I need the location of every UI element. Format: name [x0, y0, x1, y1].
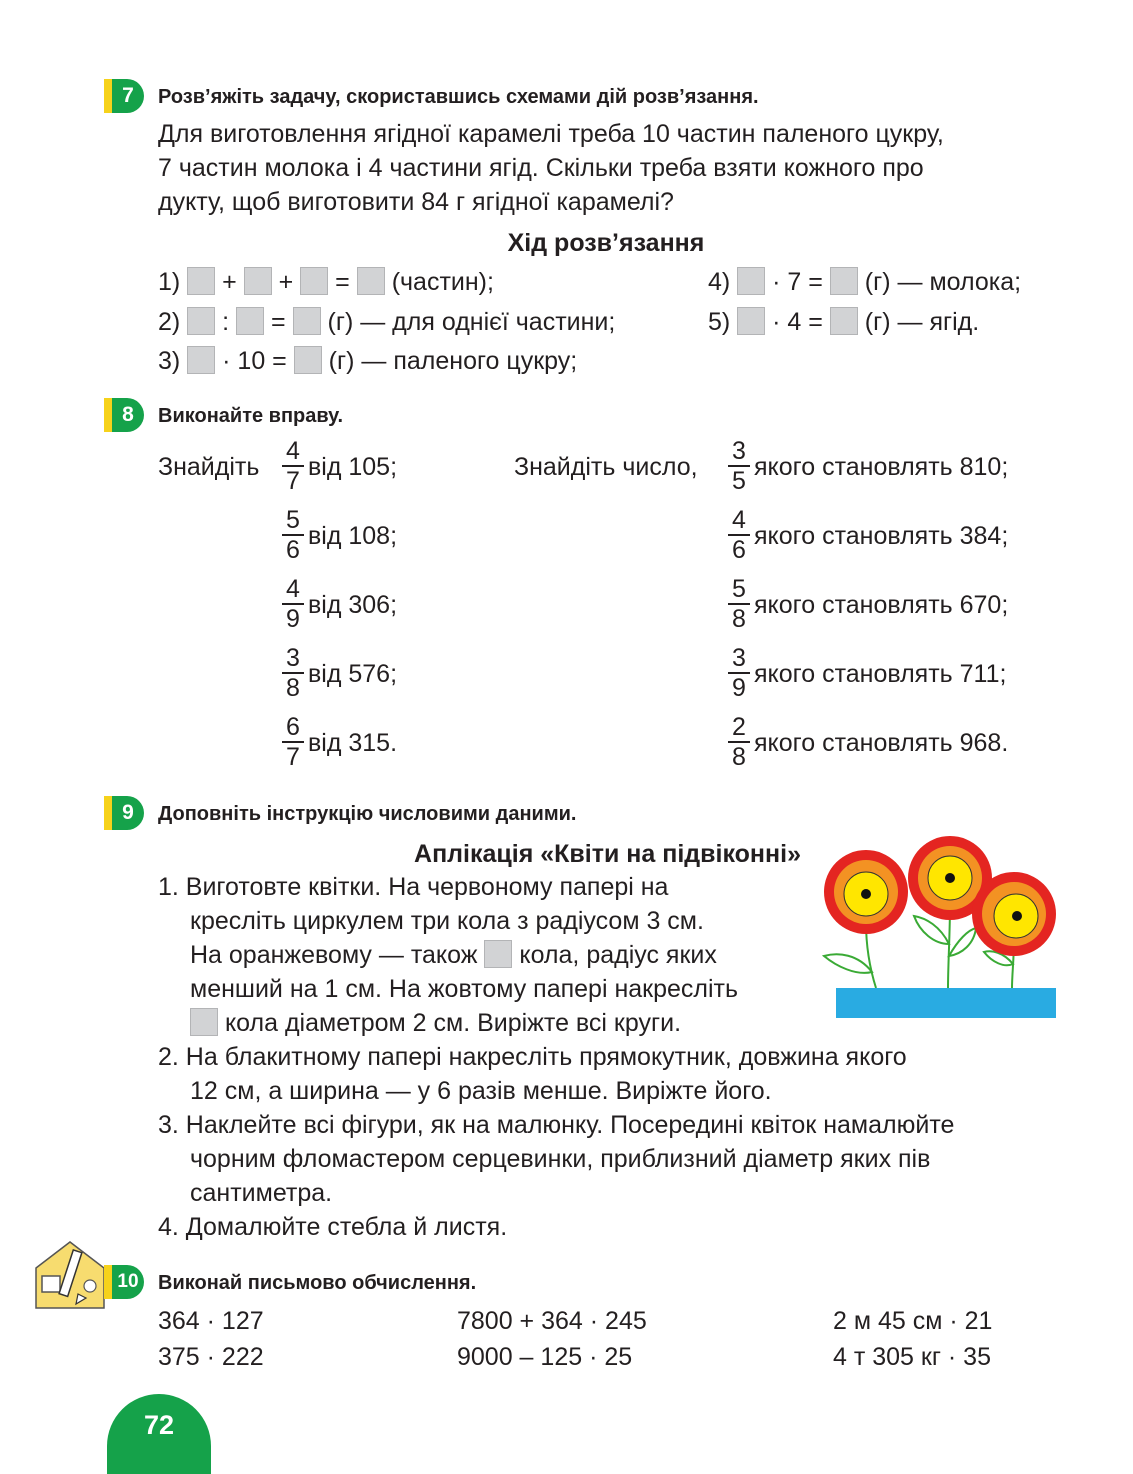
fraction: 4 9: [282, 576, 304, 632]
answer-box[interactable]: [357, 267, 385, 295]
fraction: 3 8: [282, 645, 304, 701]
fraction: 6 7: [282, 714, 304, 770]
fraction-text: від 576;: [308, 660, 398, 688]
task-7-problem-line-3: дукту, щоб виготовити 84 г ягідної карамелі?: [158, 188, 674, 216]
fraction: 2 8: [728, 714, 750, 770]
calc-item: 2 м 45 см · 21: [833, 1307, 993, 1335]
fraction-text: від 306;: [308, 591, 398, 619]
task-10-instruction: Виконай письмово обчислення.: [158, 1272, 477, 1294]
task-9-badge: 9: [104, 796, 144, 830]
applique-title: Аплікація «Квіти на підвіконні»: [414, 840, 801, 868]
answer-box[interactable]: [187, 267, 215, 295]
calc-item: 364 · 127: [158, 1307, 264, 1335]
fraction-text: якого становлять 670;: [754, 591, 1009, 619]
fraction-text: якого становлять 711;: [754, 660, 1007, 688]
item1-line5: кола діаметром 2 см. Виріжте всі круги.: [190, 1006, 681, 1040]
item1-line1: 1. Виготовте квітки. На червоному папері на: [158, 873, 669, 901]
item1-line4: менший на 1 см. На жовтому папері накресліть: [190, 975, 739, 1003]
calc-item: 375 · 222: [158, 1343, 264, 1371]
task-8-badge: 8: [104, 398, 144, 432]
fraction: 4 6: [728, 507, 750, 563]
page-number: 72: [107, 1394, 211, 1474]
task-10-badge: 10: [104, 1265, 144, 1299]
answer-box[interactable]: [294, 346, 322, 374]
fraction: 5 6: [282, 507, 304, 563]
answer-box[interactable]: [236, 307, 264, 335]
flower-right: [972, 872, 1056, 956]
task-7-problem-line-2: 7 частин молока і 4 частини ягід. Скільки треба взяти кожного про: [158, 154, 924, 182]
answer-box[interactable]: [300, 267, 328, 295]
item3-line2: чорним фломастером серцевинки, приблизний діаметр яких пів: [190, 1145, 931, 1173]
calc-item: 4 т 305 кг · 35: [833, 1343, 991, 1371]
right-lead: Знайдіть число,: [514, 453, 698, 481]
answer-box[interactable]: [244, 267, 272, 295]
item4: 4. Домалюйте стебла й листя.: [158, 1213, 508, 1241]
fraction-text: якого становлять 810;: [754, 453, 1009, 481]
task-7-badge: 7: [104, 79, 144, 113]
flowers-illustration: [818, 834, 1060, 1024]
answer-box[interactable]: [293, 307, 321, 335]
flower-left: [824, 850, 908, 934]
fraction: 3 9: [728, 645, 750, 701]
step-3: 3) · 10 = (г) — паленого цукру;: [158, 347, 578, 375]
fraction-text: від 105;: [308, 453, 398, 481]
answer-box[interactable]: [190, 1008, 218, 1036]
calc-item: 7800 + 364 · 245: [457, 1307, 647, 1335]
step-5: 5) · 4 = (г) — ягід.: [708, 308, 980, 336]
answer-box[interactable]: [484, 940, 512, 968]
task-8-instruction: Виконайте вправу.: [158, 405, 344, 427]
house-pencil-icon: [32, 1240, 106, 1310]
answer-box[interactable]: [830, 307, 858, 335]
answer-box[interactable]: [187, 346, 215, 374]
answer-box[interactable]: [737, 307, 765, 335]
answer-box[interactable]: [187, 307, 215, 335]
left-lead: Знайдіть: [158, 453, 260, 481]
task-9-instruction: Доповніть інструкцію числовими даними.: [158, 803, 577, 825]
item3-line3: сантиметра.: [190, 1179, 333, 1207]
answer-box[interactable]: [737, 267, 765, 295]
fraction-text: якого становлять 384;: [754, 522, 1009, 550]
item1-line3: На оранжевому — також кола, радіус яких: [190, 941, 717, 969]
fraction: 4 7: [282, 438, 304, 494]
step-1: 1) + + = (частин);: [158, 268, 494, 296]
blue-rectangle: [836, 988, 1056, 1018]
step-2: 2) : = (г) — для однієї частини;: [158, 308, 616, 336]
item2-line1: 2. На блакитному папері накресліть прямокутник, довжина якого: [158, 1043, 907, 1071]
item1-line2: кресліть циркулем три кола з радіусом 3 см.: [190, 907, 704, 935]
fraction-text: якого становлять 968.: [754, 729, 1009, 757]
fraction: 3 5: [728, 438, 750, 494]
item2-line2: 12 см, а ширина — у 6 разів менше. Виріжте його.: [190, 1077, 772, 1105]
answer-box[interactable]: [830, 267, 858, 295]
fraction: 5 8: [728, 576, 750, 632]
solution-title: Хід розв’язання: [507, 229, 705, 257]
task-7-instruction: Розв’яжіть задачу, скориставшись схемами дій розв’язання.: [158, 86, 759, 108]
fraction-text: від 315.: [308, 729, 398, 757]
item3-line1: 3. Наклейте всі фігури, як на малюнку. Посередині квіток намалюйте: [158, 1111, 955, 1139]
calc-item: 9000 – 125 · 25: [457, 1343, 633, 1371]
task-7-problem-line-1: Для виготовлення ягідної карамелі треба 10 частин паленого цукру,: [158, 120, 944, 148]
step-4: 4) · 7 = (г) — молока;: [708, 268, 1022, 296]
fraction-text: від 108;: [308, 522, 398, 550]
